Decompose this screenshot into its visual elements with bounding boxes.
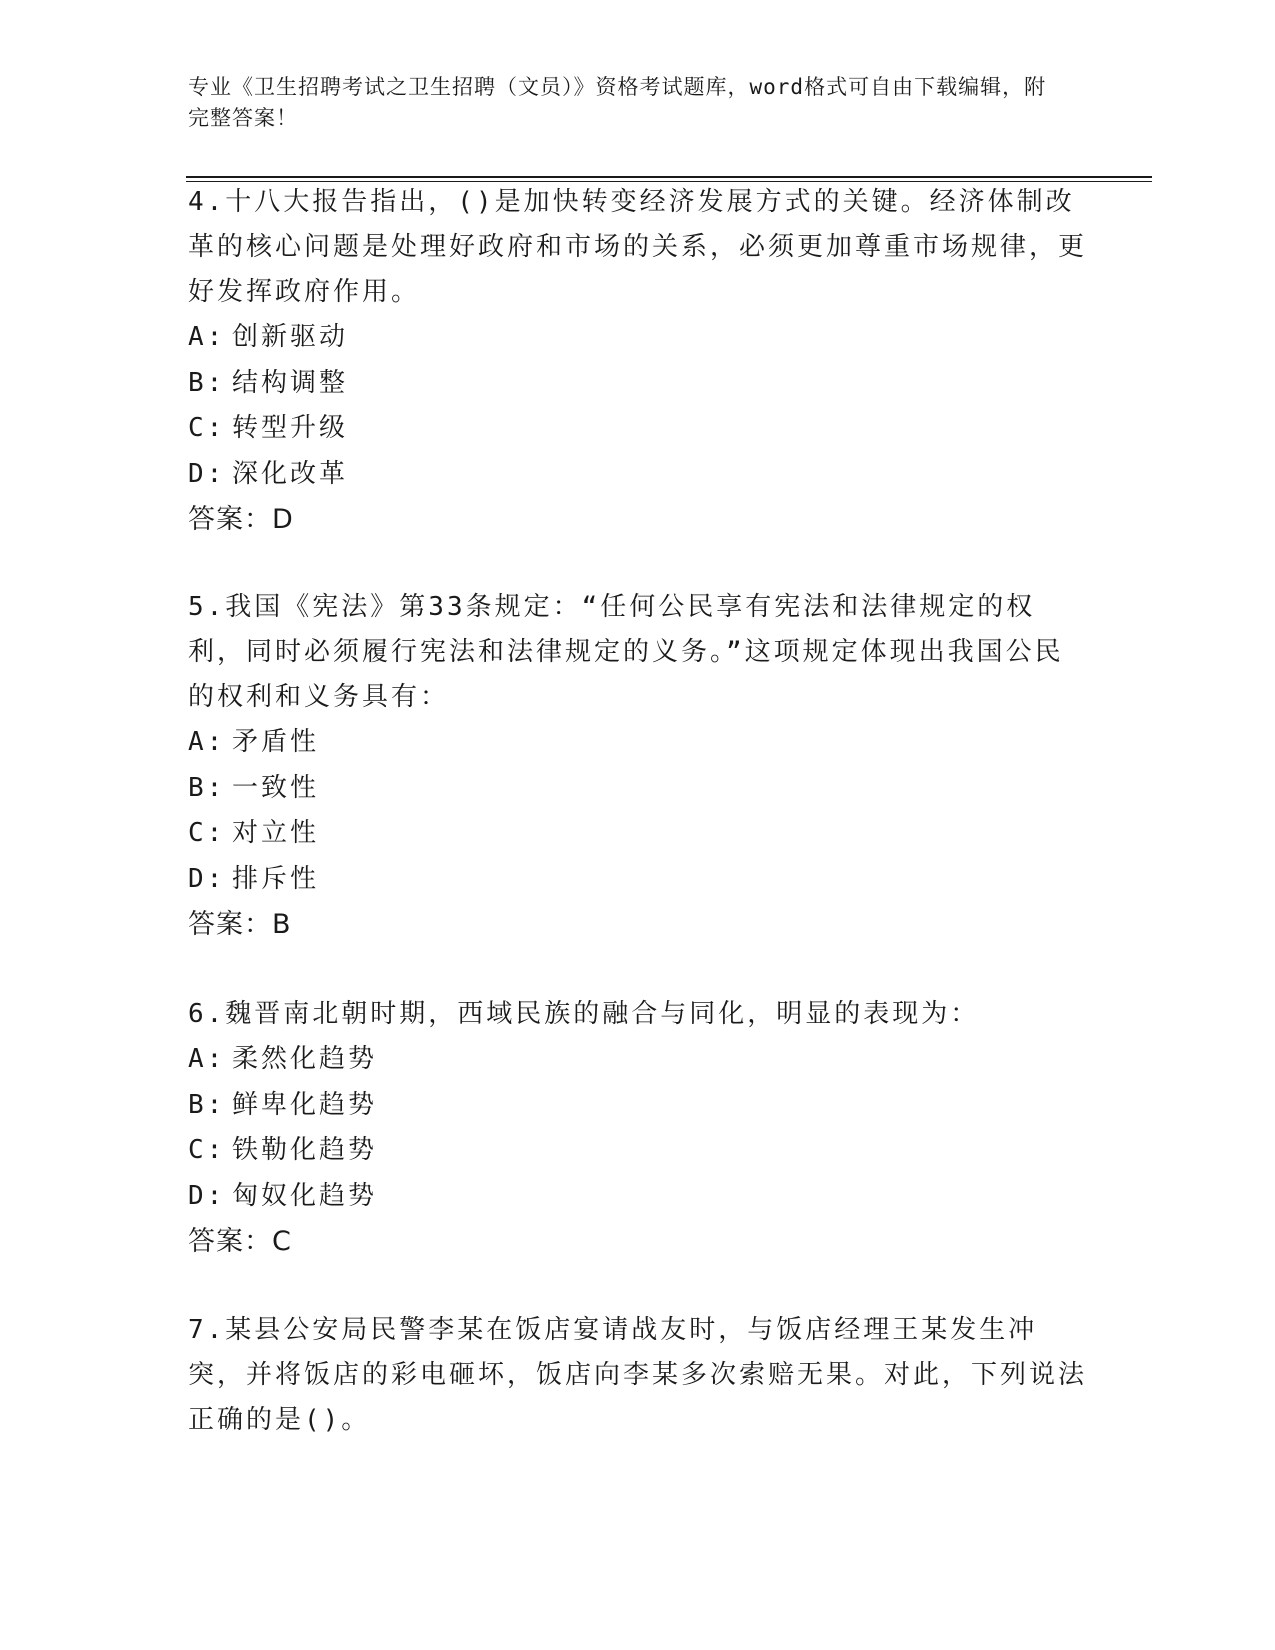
option-text: 鲜卑化趋势 [232,1089,378,1120]
option-c [188,811,1088,857]
option-b [188,766,1088,812]
option-letter: C: [188,818,226,848]
option-text: 一致性 [232,772,320,803]
option-text: 铁勒化趋势 [232,1135,378,1165]
question-stem: 6.魏晋南北朝时期，西域民族的融合与同化，明显的表现为： [188,999,980,1029]
option-letter: D: [188,863,226,894]
option-letter: B: [188,1089,226,1120]
option-d [188,1174,1088,1220]
option-text: 对立性 [232,818,320,848]
question-stem: 7.某县公安局民警李某在饭店宴请战友时，与饭店经理王某发生冲突，并将饭店的彩电砸坏，饭店向李某多次索赔无果。对此，下列说法正确的是()。 [188,1315,1088,1435]
option-c [188,1128,1088,1174]
option-letter: B: [188,367,226,398]
option-letter: A: [188,322,226,352]
option-text: 匈奴化趋势 [232,1180,378,1211]
option-letter: C: [188,413,226,443]
document-header: 专业《卫生招聘考试之卫生招聘（文员）》资格考试题库，word格式可自由下载编辑，附完整答案！ [188,75,1047,130]
option-letter: D: [188,458,226,489]
answer-label: 答案：D [188,504,294,535]
answer-label: 答案：C [188,1226,292,1257]
option-text: 结构调整 [232,367,349,398]
question-7 [188,1308,1088,1443]
question-stem: 4.十八大报告指出，()是加快转变经济发展方式的关键。经济体制改革的核心问题是处理好政府和市场的关系，必须更加尊重市场规律，更好发挥政府作用。 [188,187,1088,307]
question-4 [188,180,1088,543]
option-letter: B: [188,772,226,803]
option-a [188,315,1088,361]
answer-label: 答案：B [188,909,292,940]
option-letter: A: [188,1044,226,1074]
option-d [188,452,1088,498]
option-letter: C: [188,1135,226,1165]
option-d [188,857,1088,903]
option-b [188,361,1088,407]
question-6 [188,992,1088,1265]
question-5 [188,585,1088,948]
question-stem: 5.我国《宪法》第33条规定：“任何公民享有宪法和法律规定的权利，同时必须履行宪法和法律规定的义务。”这项规定体现出我国公民的权利和义务具有： [188,592,1064,712]
option-text: 排斥性 [232,863,320,894]
option-text: 深化改革 [232,458,349,489]
option-b [188,1083,1088,1129]
option-text: 创新驱动 [232,322,349,352]
option-c [188,406,1088,452]
header-divider [186,176,1152,178]
option-text: 矛盾性 [232,727,320,757]
option-a [188,1037,1088,1083]
option-letter: A: [188,727,226,757]
option-text: 转型升级 [232,413,349,443]
option-letter: D: [188,1180,226,1211]
option-a [188,720,1088,766]
option-text: 柔然化趋势 [232,1044,378,1074]
